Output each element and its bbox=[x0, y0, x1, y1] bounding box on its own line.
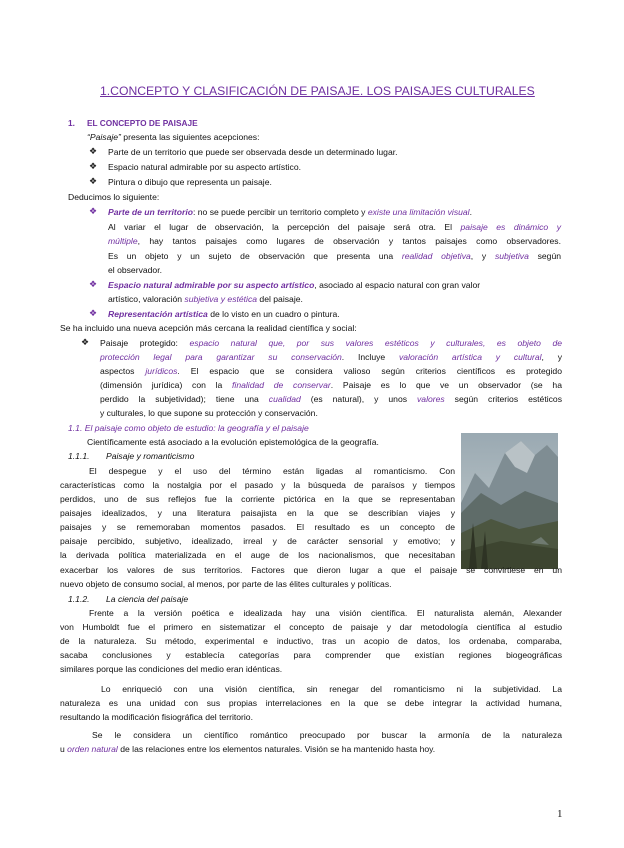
acepcion-item: Parte de un territorio que puede ser observada desde un determinado lugar. bbox=[108, 147, 398, 157]
considera-text: de las relaciones entre los elementos naturales. Visión se ha mantenido hasta hoy. bbox=[117, 744, 436, 754]
considera-line bbox=[60, 744, 435, 755]
protegido-line bbox=[100, 352, 562, 363]
diamond-bullet-icon: ❖ bbox=[89, 279, 98, 289]
deduction-3-line bbox=[108, 309, 340, 320]
subsection-1-1-text: Científicamente está asociado a la evolución epistemológica de la geografía. bbox=[87, 437, 379, 447]
subsection-1-1-heading: 1.1. El paisaje como objeto de estudio: la geografía y el paisaje bbox=[68, 423, 309, 433]
ciencia-line: von Humboldt fue el primero en sistematizar el concepto de paisaje y dar metodología científica al estudio bbox=[60, 622, 562, 632]
acepcion-item: Espacio natural admirable por su aspecto artístico. bbox=[108, 162, 301, 172]
d1-emph: existe una limitación visual bbox=[367, 207, 470, 217]
diamond-bullet-icon: ❖ bbox=[89, 206, 98, 216]
ciencia-line: similares porque las condiciones del medio eran idénticas. bbox=[60, 664, 283, 674]
d3-text: de lo visto en un cuadro o pintura. bbox=[207, 309, 340, 319]
d1-term: Parte de un territorio bbox=[108, 207, 193, 217]
d1-text: Al variar el lugar de observación, la percepción del paisaje será otra. El bbox=[108, 222, 461, 232]
subsection-number: 1.1.1. bbox=[68, 451, 90, 461]
landscape-painting bbox=[461, 433, 558, 569]
protegido-line bbox=[100, 366, 562, 377]
considera-emph: orden natural bbox=[67, 744, 118, 754]
subsection-1-1-1-heading: Paisaje y romanticismo bbox=[106, 451, 195, 461]
d1-text: . bbox=[469, 207, 472, 217]
romanticismo-line: paisajes y se rememoraban momentos pasados. El resultado es un concepto de bbox=[60, 522, 455, 532]
protegido-text: . Paisaje es lo que ve un observador (se ha bbox=[330, 380, 562, 390]
page-number: 1 bbox=[557, 808, 563, 820]
subsection-number: 1.1.2. bbox=[68, 594, 90, 604]
protegido-line bbox=[100, 338, 562, 349]
diamond-bullet-icon: ❖ bbox=[89, 146, 98, 156]
enriquecio-line: resultando la modificación fisiográfica del territorio. bbox=[60, 712, 253, 722]
intro-text: presenta las siguientes acepciones: bbox=[120, 132, 260, 142]
d2-text: artístico, valoración bbox=[108, 294, 185, 304]
protegido-emph: cualidad bbox=[268, 394, 301, 404]
intro-term: “Paisaje” bbox=[87, 132, 121, 142]
d1-emph: múltiple bbox=[108, 236, 138, 246]
diamond-bullet-icon: ❖ bbox=[81, 337, 90, 347]
romanticismo-line: perdidos, uno de sus reflejos fue la corriente pictórica en la que se representaban bbox=[60, 494, 455, 504]
acepcion-item: Pintura o dibujo que representa un paisaje. bbox=[108, 177, 272, 187]
protegido-text: Paisaje protegido: bbox=[100, 338, 190, 348]
romanticismo-line: características como la nostalgia por el pasado y la búsqueda de paraísos y tiempos bbox=[60, 480, 455, 490]
protegido-emph: finalidad de conservar bbox=[232, 380, 331, 390]
protegido-line bbox=[100, 380, 562, 391]
protegido-text: perdido la subjetividad); tiene una bbox=[100, 394, 269, 404]
subsection-1-1-2-heading: La ciencia del paisaje bbox=[106, 594, 189, 604]
diamond-bullet-icon: ❖ bbox=[89, 308, 98, 318]
romanticismo-line: El despegue y el uso del término están ligadas al romanticismo. Con bbox=[89, 466, 455, 476]
protegido-text: . Incluye bbox=[341, 352, 399, 362]
protegido-line: y culturales, lo que supone su protección y conservación. bbox=[100, 408, 318, 418]
enriquecio-line: Lo enriqueció con una visión científica, sin renegar del romanticismo ni la subjetividad. La bbox=[101, 684, 562, 694]
d1-emph: paisaje es dinámico y bbox=[460, 222, 561, 232]
d2-term: Espacio natural admirable por su aspecto artístico bbox=[108, 280, 315, 290]
d2-text: del paisaje. bbox=[257, 294, 303, 304]
protegido-text: aspectos bbox=[100, 366, 146, 376]
d1-text: : no se puede percibir un territorio completo y bbox=[193, 207, 368, 217]
d1-text: Es un objeto y un sujeto de observación que presenta una bbox=[108, 251, 402, 261]
d1-text: según bbox=[528, 251, 562, 261]
d2-text: , asociado al espacio natural con gran valor bbox=[314, 280, 481, 290]
protegido-text: . El espacio que se considera valioso según criterios científicos es protegido bbox=[177, 366, 562, 376]
intro-line bbox=[87, 132, 259, 143]
deducimos-text: Deducimos lo siguiente: bbox=[68, 192, 160, 202]
d3-term: Representación artística bbox=[108, 309, 208, 319]
protegido-text: (dimensión jurídica) con la bbox=[100, 380, 233, 390]
ciencia-line: sacaba conclusiones y establecía categorías para comprender que existían regiones biogeográficas bbox=[60, 650, 562, 660]
diamond-bullet-icon: ❖ bbox=[89, 176, 98, 186]
diamond-bullet-icon: ❖ bbox=[89, 161, 98, 171]
romanticismo-line: la derivada política materializada en el auge de los nacionalismos, que necesitaban bbox=[60, 550, 455, 560]
protegido-emph: valores bbox=[417, 394, 445, 404]
d1-text: , hay tantos paisajes como lugares de observación y tantos paisajes como observadores. bbox=[137, 236, 561, 246]
deduction-1-line bbox=[108, 222, 561, 233]
ciencia-line: Frente a la versión poética e idealizada hay una visión científica. El naturalista alemán, Alexander bbox=[89, 608, 562, 618]
considera-text: u bbox=[60, 744, 68, 754]
nueva-acepcion-text: Se ha incluido una nueva acepción más cercana la realidad científica y social: bbox=[60, 323, 357, 333]
ciencia-line: de la naturaleza. Su método, experimental e inductivo, tras un acopio de datos, los ordenaba, comparaba, bbox=[60, 636, 562, 646]
protegido-emph: espacio natural que, por sus valores estéticos y culturales, es objeto de bbox=[189, 338, 563, 348]
deduction-2-line bbox=[108, 294, 303, 305]
deduction-1-line bbox=[108, 207, 561, 218]
enriquecio-line: naturaleza es una unidad con sus propias interrelaciones en la que se debe integrar la actividad humana, bbox=[60, 698, 562, 708]
protegido-text: (es natural), y unos bbox=[300, 394, 417, 404]
romanticismo-line: paisaje percibido, subjetivo, idealizado, irreal y de carácter sensorial y emotivo; y bbox=[60, 536, 455, 546]
d1-text: , y bbox=[470, 251, 495, 261]
deduction-2-line bbox=[108, 280, 561, 291]
protegido-text: , y bbox=[541, 352, 563, 362]
d2-emph: subjetiva y estética bbox=[184, 294, 258, 304]
protegido-line bbox=[100, 394, 562, 405]
romanticismo-line: paisajes idealizados, y una literatura paisajista en la que se describían viajes y bbox=[60, 508, 455, 518]
romanticismo-line: nuevo objeto de consumo social, al menos, por parte de las élites culturales y políticas. bbox=[60, 579, 392, 589]
deduction-1-line: el observador. bbox=[108, 265, 162, 275]
romanticismo-line: exacerbar los valores de sus territorios. Factores que dieron lugar a que el paisaje se convirtiese en un bbox=[60, 565, 562, 575]
deduction-1-line bbox=[108, 236, 561, 247]
section-number: 1. bbox=[68, 118, 75, 128]
d1-emph: realidad objetiva bbox=[401, 251, 471, 261]
considera-line: Se le considera un científico romántico preocupado por buscar la armonía de la naturaleza bbox=[92, 730, 562, 740]
d1-emph: subjetiva bbox=[494, 251, 529, 261]
protegido-emph: valoración artística y cultural bbox=[398, 352, 542, 362]
deduction-1-line bbox=[108, 251, 561, 262]
protegido-emph: jurídicos bbox=[145, 366, 178, 376]
protegido-text: según criterios estéticos bbox=[444, 394, 562, 404]
protegido-emph: protección legal para garantizar su conservación bbox=[100, 352, 342, 362]
page-title: 1.CONCEPTO Y CLASIFICACIÓN DE PAISAJE. LOS PAISAJES CULTURALES bbox=[100, 84, 535, 98]
section-heading: EL CONCEPTO DE PAISAJE bbox=[87, 118, 198, 128]
